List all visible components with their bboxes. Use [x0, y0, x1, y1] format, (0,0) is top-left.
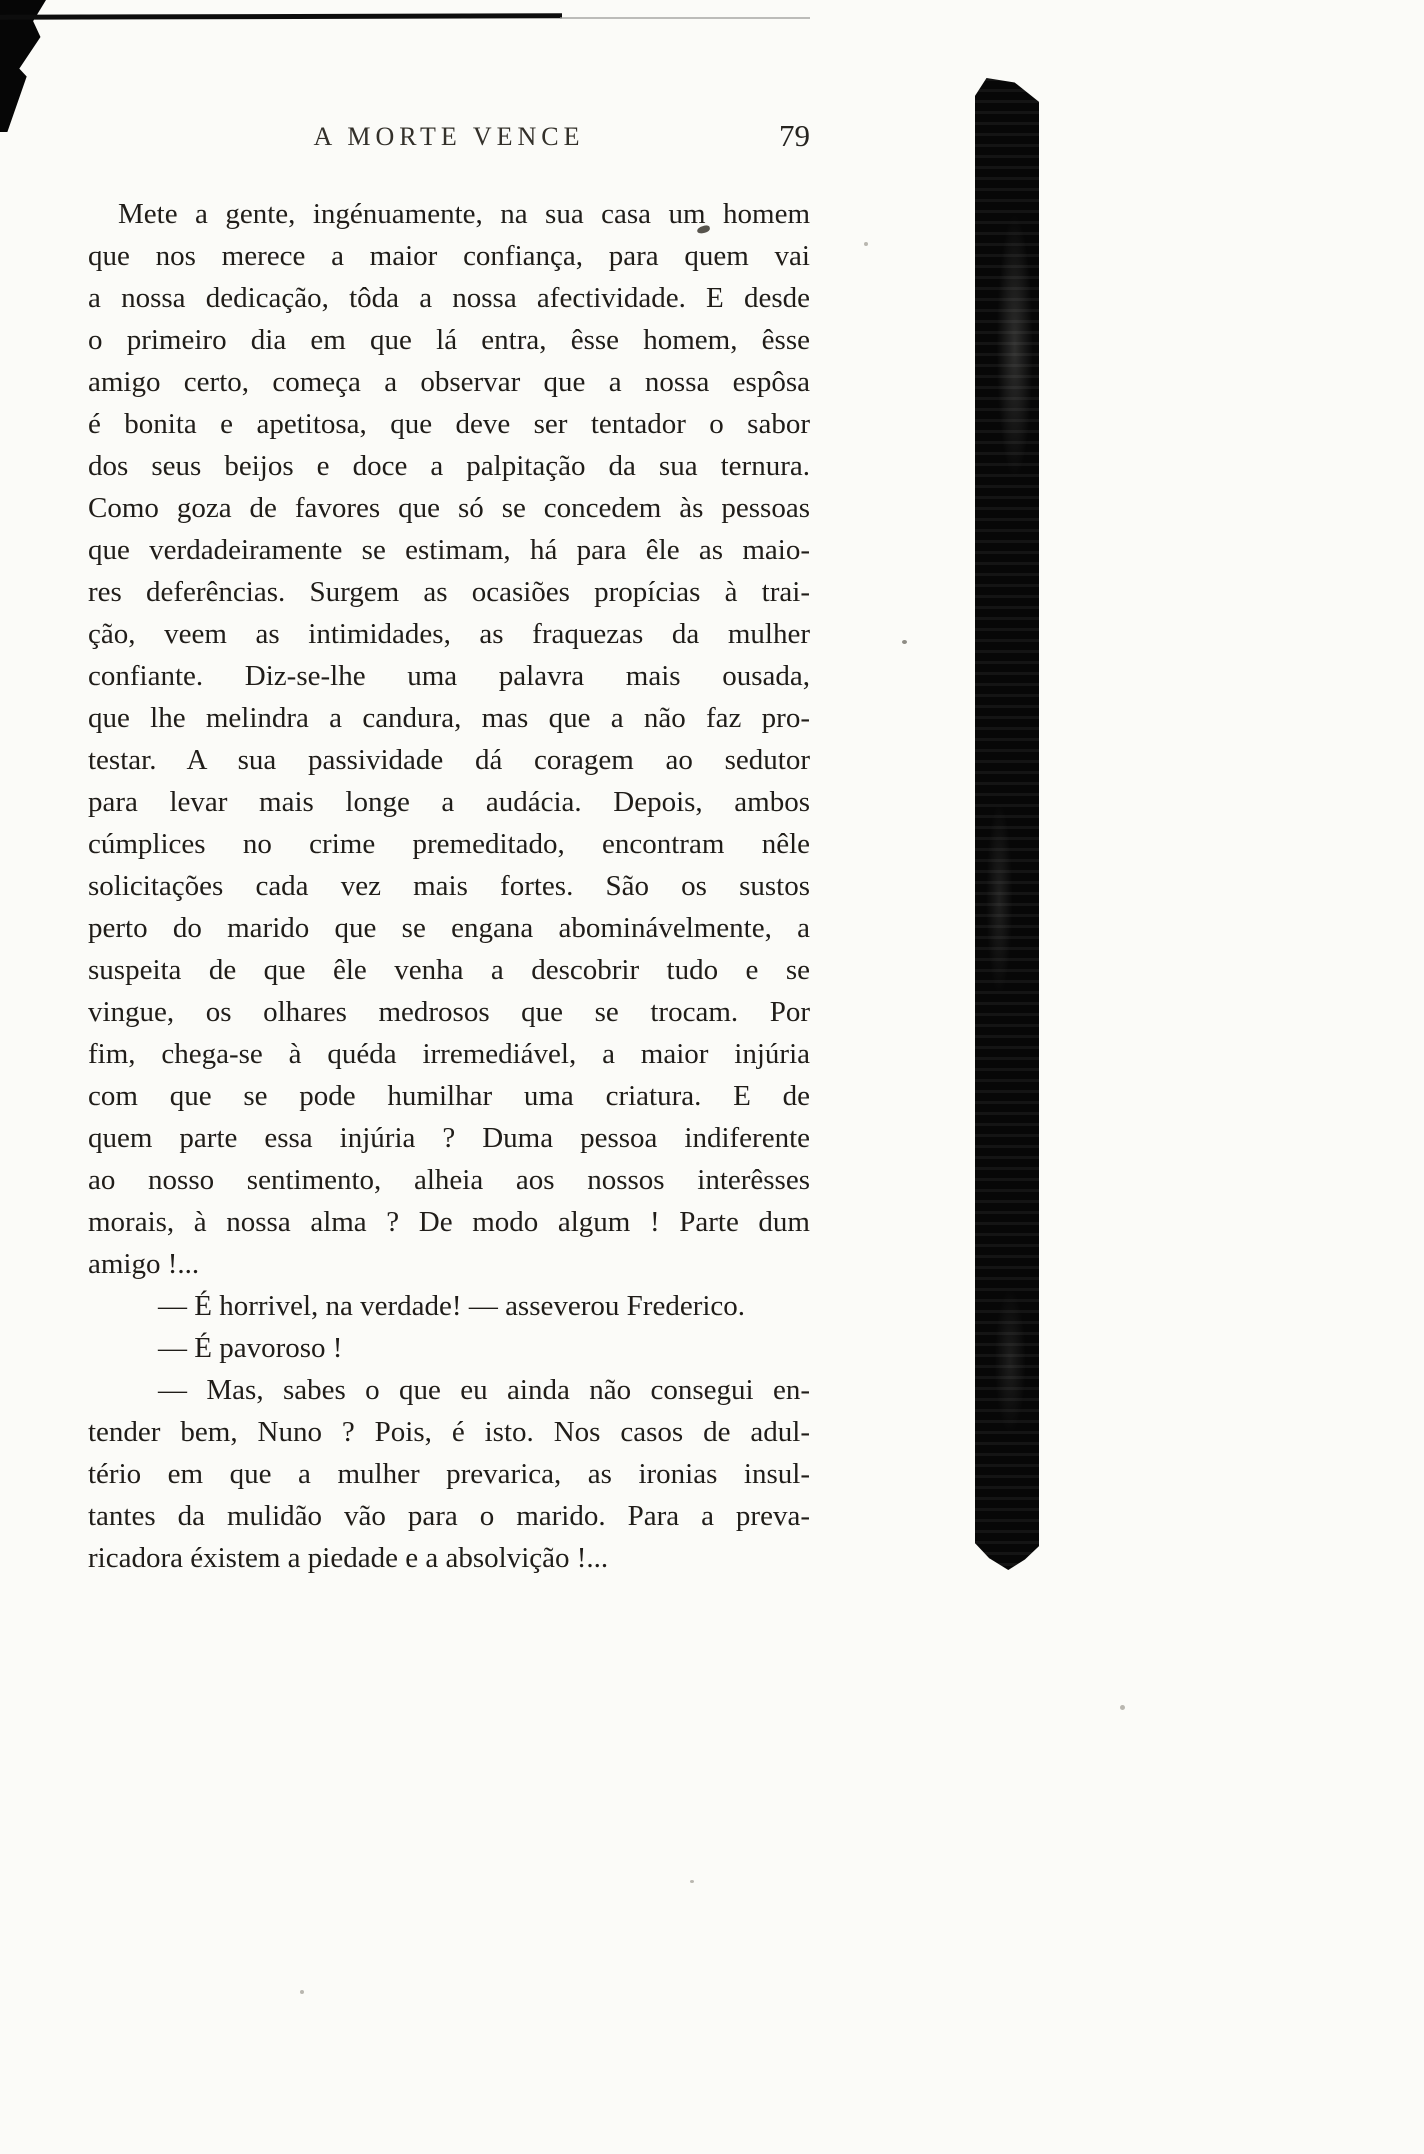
running-title: A MORTE VENCE [313, 122, 585, 151]
text-line: a nossa dedicação, tôda a nossa afectividade. E desde [88, 282, 810, 314]
text-line: fim, chega-se à quéda irremediável, a maior injúria [88, 1038, 810, 1070]
text-line: é bonita e apetitosa, que deve ser tentador o sabor [88, 408, 810, 440]
text-line: Mete a gente, ingénuamente, na sua casa um homem [118, 198, 810, 230]
text-line: ção, veem as intimidades, as fraquezas da mulher [88, 618, 810, 650]
text-line: perto do marido que se engana abominávelmente, a [88, 912, 810, 944]
text-line: res deferências. Surgem as ocasiões propícias à trai- [88, 576, 810, 608]
text-block [88, 193, 810, 1579]
text-line: morais, à nossa alma ? De modo algum ! Parte dum [88, 1206, 810, 1238]
page-number: 79 [779, 118, 810, 153]
text-line: que verdadeiramente se estimam, há para êle as maio- [88, 534, 810, 566]
text-line: que lhe melindra a candura, mas que a não faz pro- [88, 702, 810, 734]
dust-speck [300, 1990, 304, 1994]
text-line: suspeita de que êle venha a descobrir tudo e se [88, 954, 810, 986]
text-line: ao nosso sentimento, alheia aos nossos interêsses [88, 1164, 810, 1196]
text-line: Como goza de favores que só se concedem às pessoas [88, 492, 810, 524]
scan-artifact-corner [0, 0, 46, 132]
text-line: tender bem, Nuno ? Pois, é isto. Nos casos de adul- [88, 1416, 810, 1448]
scan-artifact-top-line [0, 13, 562, 19]
text-line: — É pavoroso ! [158, 1332, 343, 1364]
scan-artifact-top-line-faint [560, 17, 810, 19]
text-line: cúmplices no crime premeditado, encontram nêle [88, 828, 810, 860]
text-line: — É horrivel, na verdade! — asseverou Frederico. [158, 1290, 746, 1322]
page-header [88, 118, 810, 162]
text-line: que nos merece a maior confiança, para quem vai [88, 240, 810, 272]
text-line: amigo certo, começa a observar que a nossa espôsa [88, 366, 810, 398]
text-line: — Mas, sabes o que eu ainda não consegui en- [158, 1374, 810, 1406]
text-line: confiante. Diz-se-lhe uma palavra mais ousada, [88, 660, 810, 692]
text-line: ricadora éxistem a piedade e a absolvição !... [88, 1542, 609, 1574]
dust-speck [902, 640, 907, 644]
text-line: testar. A sua passividade dá coragem ao sedutor [88, 744, 810, 776]
text-line: o primeiro dia em que lá entra, êsse homem, êsse [88, 324, 810, 356]
text-line: vingue, os olhares medrosos que se trocam. Por [88, 996, 810, 1028]
dust-speck [690, 1880, 694, 1883]
dust-speck [1120, 1705, 1125, 1710]
dust-speck [864, 242, 868, 246]
text-line: tério em que a mulher prevarica, as ironias insul- [88, 1458, 810, 1490]
text-line: com que se pode humilhar uma criatura. E de [88, 1080, 810, 1112]
text-line: dos seus beijos e doce a palpitação da sua ternura. [88, 450, 810, 482]
text-line: solicitações cada vez mais fortes. São os sustos [88, 870, 810, 902]
book-binding-shadow [975, 78, 1039, 1570]
text-line: amigo !... [88, 1248, 200, 1280]
text-line: tantes da mulidão vão para o marido. Para a preva- [88, 1500, 810, 1532]
text-line: para levar mais longe a audácia. Depois, ambos [88, 786, 810, 818]
text-line: quem parte essa injúria ? Duma pessoa indiferente [88, 1122, 810, 1154]
